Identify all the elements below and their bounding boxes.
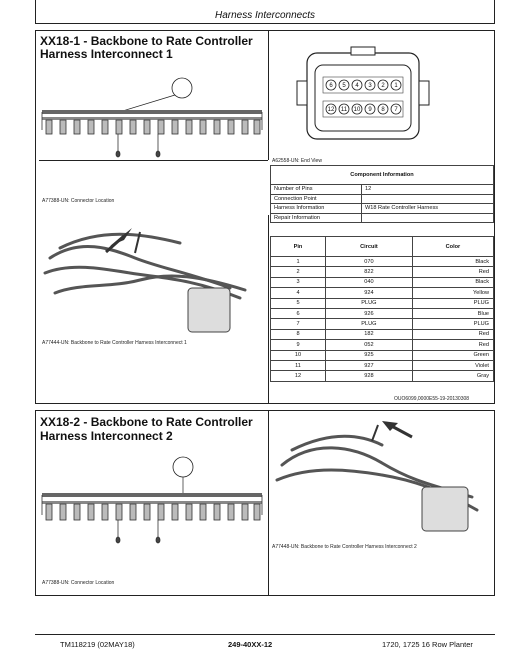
- page-header-title: Harness Interconnects: [214, 10, 316, 21]
- fig1-caption: A77388-UN: Connector Location: [42, 198, 115, 204]
- color-cell: PLUG: [412, 319, 493, 329]
- table-row: [271, 308, 494, 318]
- table-row: [271, 371, 494, 381]
- pin-cell: 10: [271, 350, 326, 360]
- color-cell: Gray: [412, 371, 493, 381]
- color-cell: PLUG: [412, 298, 493, 308]
- pin-cell: 3: [271, 277, 326, 287]
- pin-label: 4: [355, 83, 359, 89]
- info-value: [362, 194, 494, 204]
- info-value: 12: [362, 185, 494, 195]
- table-row: [271, 319, 494, 329]
- harness-photo-1: [40, 218, 265, 336]
- info-label: Connection Point: [271, 194, 362, 204]
- pin-label: 8: [381, 107, 385, 113]
- table-row: [271, 340, 494, 350]
- end-view-caption: A62558-UN: End View: [272, 158, 322, 164]
- section1-title-line2: Harness Interconnect 1: [40, 47, 173, 61]
- table-row: [271, 298, 494, 308]
- circuit-cell: PLUG: [326, 319, 413, 329]
- component-info-table: [270, 165, 494, 223]
- circuit-cell: 928: [326, 371, 413, 381]
- pin-cell: 1: [271, 257, 326, 267]
- footer-right: 1720, 1725 16 Row Planter: [382, 640, 473, 649]
- circuit-cell: 040: [326, 277, 413, 287]
- info-label: Harness Information: [271, 204, 362, 214]
- doc-id: OUO6099,0000E55-19-20130308: [394, 396, 470, 402]
- color-cell: Yellow: [412, 288, 493, 298]
- circuit-cell: 924: [326, 288, 413, 298]
- pin-label: 7: [394, 107, 398, 113]
- footer-center: 249-40XX-12: [228, 640, 273, 649]
- pin-cell: 7: [271, 319, 326, 329]
- table-row: [271, 257, 494, 267]
- pin-label: 5: [342, 83, 346, 89]
- section2-fig1-caption: A77388-UN: Connector Location: [42, 580, 115, 586]
- color-cell: Red: [412, 329, 493, 339]
- section1-title-line1: XX18-1 - Backbone to Rate Controller: [40, 34, 253, 48]
- color-cell: Red: [412, 267, 493, 277]
- color-cell: Blue: [412, 308, 493, 318]
- circuit-header: Circuit: [326, 237, 413, 257]
- pin-label: 12: [327, 107, 335, 113]
- pin-cell: 9: [271, 340, 326, 350]
- circuit-cell: 182: [326, 329, 413, 339]
- circuit-cell: 927: [326, 360, 413, 370]
- section1-divider-lower: [268, 215, 269, 404]
- planter-toolbar-diagram: [38, 72, 266, 162]
- pin-cell: 2: [271, 267, 326, 277]
- info-label: Number of Pins: [271, 185, 362, 195]
- color-cell: Violet: [412, 360, 493, 370]
- pin-label: 1: [394, 83, 398, 89]
- circuit-cell: PLUG: [326, 298, 413, 308]
- section2-title-line2: Harness Interconnect 2: [40, 429, 173, 443]
- pin-label: 9: [368, 107, 372, 113]
- pin-header: Pin: [271, 237, 326, 257]
- pin-cell: 11: [271, 360, 326, 370]
- color-cell: Red: [412, 340, 493, 350]
- circuit-cell: 052: [326, 340, 413, 350]
- circuit-cell: 926: [326, 308, 413, 318]
- pin-cell: 8: [271, 329, 326, 339]
- pin-label: 10: [353, 107, 361, 113]
- section2-divider: [268, 410, 269, 596]
- table-row: [271, 350, 494, 360]
- table-row: [271, 360, 494, 370]
- info-value: W18 Rate Controller Harness: [362, 204, 494, 214]
- pin-cell: 5: [271, 298, 326, 308]
- harness-photo-2: [272, 415, 492, 535]
- pin-cell: 12: [271, 371, 326, 381]
- info-label: Repair Information: [271, 213, 362, 223]
- circuit-cell: 925: [326, 350, 413, 360]
- connector-end-view: [295, 45, 435, 145]
- planter-toolbar-diagram-2: [38, 455, 266, 570]
- section2-title-line1: XX18-2 - Backbone to Rate Controller: [40, 415, 253, 429]
- color-cell: Black: [412, 277, 493, 287]
- section2-fig2-caption: A77448-UN: Backbone to Rate Controller Harness Interconnect 2: [272, 544, 417, 550]
- table-row: [271, 277, 494, 287]
- pin-cell: 4: [271, 288, 326, 298]
- fig2-caption: A77444-UN: Backbone to Rate Controller Harness Interconnect 1: [42, 340, 187, 346]
- pin-label: 3: [368, 83, 372, 89]
- info-value: [362, 213, 494, 223]
- section1-divider: [268, 30, 269, 160]
- color-cell: Green: [412, 350, 493, 360]
- pin-table: [270, 236, 494, 382]
- circuit-cell: 070: [326, 257, 413, 267]
- pin-label: 2: [381, 83, 385, 89]
- pin-label: 11: [340, 107, 348, 113]
- footer-rule: [35, 634, 495, 635]
- circuit-cell: 822: [326, 267, 413, 277]
- component-info-title: Component Information: [271, 166, 494, 185]
- table-row: [271, 267, 494, 277]
- table-row: [271, 288, 494, 298]
- footer-left: TM118219 (02MAY18): [60, 640, 135, 649]
- color-cell: Black: [412, 257, 493, 267]
- pin-label: 6: [329, 83, 333, 89]
- pin-cell: 6: [271, 308, 326, 318]
- table-row: [271, 329, 494, 339]
- color-header: Color: [412, 237, 493, 257]
